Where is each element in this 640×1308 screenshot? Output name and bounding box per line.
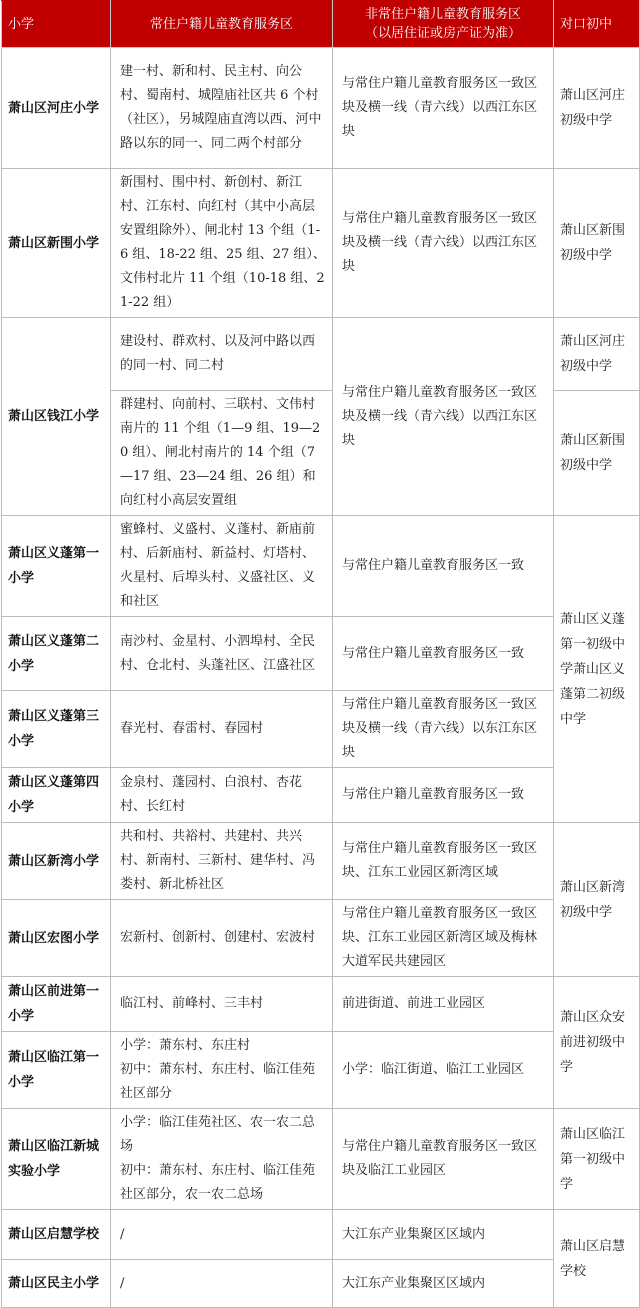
table-row [2,1210,640,1260]
nonresident-area: 与常住户籍儿童教育服务区一致区块、江东工业园区新湾区域 [333,823,554,900]
resident-area-primary: 小学：萧东村、东庄村 [120,1038,251,1053]
table-row [2,48,640,169]
table-row [2,1032,640,1109]
school-district-table [1,0,640,1308]
header-primary-school: 小学 [2,1,111,48]
resident-area-middle: 初中：萧东村、东庄村、临江佳苑社区部分，农一农二总场 [120,1163,316,1202]
nonresident-area: 与常住户籍儿童教育服务区一致 [333,768,554,823]
nonresident-area: 与常住户籍儿童教育服务区一致区块及横一线（青六线）以西江东区块 [333,318,554,516]
nonresident-area: 与常住户籍儿童教育服务区一致区块及横一线（青六线）以东江东区块 [333,691,554,768]
middle-school: 萧山区河庄初级中学 [554,48,640,169]
school-name: 萧山区临江新城实验小学 [2,1109,111,1210]
school-name: 萧山区钱江小学 [2,318,111,516]
nonresident-area: 与常住户籍儿童教育服务区一致 [333,516,554,617]
middle-school: 萧山区新围初级中学 [554,169,640,318]
resident-area: 新围村、围中村、新创村、新江村、江东村、向红村（其中小高层安置组除外）、闸北村 13 个组（1-6 组、18-22 组、25 组、27 组）、文伟村北片 11 个组（10-18 组、21-22 组） [111,169,333,318]
middle-school: 萧山区众安前进初级中学 [554,977,640,1109]
table-row [2,823,640,900]
middle-school: 萧山区河庄初级中学 [554,318,640,391]
middle-school: 萧山区新湾初级中学 [554,823,640,977]
school-name: 萧山区新湾小学 [2,823,111,900]
table-row [2,900,640,977]
school-name: 萧山区民主小学 [2,1260,111,1308]
resident-area: 共和村、共裕村、共建村、共兴村、新南村、三新村、建华村、冯娄村、新北桥社区 [111,823,333,900]
school-name: 萧山区启慧学校 [2,1210,111,1260]
nonresident-area: 大江东产业集聚区区域内 [333,1260,554,1308]
table-row [2,318,640,391]
table-row [2,617,640,691]
school-name: 萧山区临江第一小学 [2,1032,111,1109]
resident-area: / [111,1260,333,1308]
nonresident-area: 小学：临江街道、临江工业园区 [333,1032,554,1109]
school-name: 萧山区河庄小学 [2,48,111,169]
nonresident-area: 与常住户籍儿童教育服务区一致 [333,617,554,691]
table-row [2,1260,640,1308]
nonresident-area: 与常住户籍儿童教育服务区一致区块、江东工业园区新湾区域及梅林大道军民共建园区 [333,900,554,977]
resident-area: / [111,1210,333,1260]
school-name: 萧山区义蓬第四小学 [2,768,111,823]
table-row [2,768,640,823]
resident-area: 蜜蜂村、义盛村、义蓬村、新庙前村、后新庙村、新益村、灯塔村、火星村、后埠头村、义盛社区、义和社区 [111,516,333,617]
resident-area-primary: 小学：临江佳苑社区、农一农二总场 [120,1115,316,1154]
resident-area: 建一村、新和村、民主村、向公村、蜀南村、城隍庙社区共 6 个村（社区），另城隍庙直湾以西、河中路以东的同一、同二两个村部分 [111,48,333,169]
table-row [2,977,640,1032]
resident-area: 建设村、群欢村、以及河中路以西的同一村、同二村 [111,318,333,391]
school-name: 萧山区义蓬第二小学 [2,617,111,691]
resident-area: 宏新村、创新村、创建村、宏波村 [111,900,333,977]
resident-area [111,1032,333,1109]
nonresident-area: 与常住户籍儿童教育服务区一致区块及临江工业园区 [333,1109,554,1210]
table-row [2,691,640,768]
middle-school: 萧山区义蓬第一初级中学萧山区义蓬第二初级中学 [554,516,640,823]
resident-area-middle: 初中：萧东村、东庄村、临江佳苑社区部分 [120,1062,316,1101]
nonresident-area: 大江东产业集聚区区域内 [333,1210,554,1260]
header-nonresident-line1: 非常住户籍儿童教育服务区 [364,7,521,22]
school-name: 萧山区义蓬第一小学 [2,516,111,617]
resident-area: 群建村、向前村、三联村、文伟村南片的 11 个组（1—9 组、19—20 组）、闸北村南片的 14 个组（7—17 组、23—24 组、26 组）和向红村小高层安置组 [111,391,333,516]
middle-school: 萧山区临江第一初级中学 [554,1109,640,1210]
school-name: 萧山区前进第一小学 [2,977,111,1032]
school-name: 萧山区宏图小学 [2,900,111,977]
nonresident-area: 与常住户籍儿童教育服务区一致区块及横一线（青六线）以西江东区块 [333,169,554,318]
header-nonresident-area [333,1,554,48]
table-row [2,1109,640,1210]
resident-area: 临江村、前峰村、三丰村 [111,977,333,1032]
resident-area [111,1109,333,1210]
table-row [2,169,640,318]
school-name: 萧山区义蓬第三小学 [2,691,111,768]
header-nonresident-line2: （以居住证或房产证为准） [364,26,521,41]
middle-school: 萧山区新围初级中学 [554,391,640,516]
school-name: 萧山区新围小学 [2,169,111,318]
resident-area: 春光村、春雷村、春园村 [111,691,333,768]
middle-school: 萧山区启慧学校 [554,1210,640,1308]
header-middle-school: 对口初中 [554,1,640,48]
nonresident-area: 与常住户籍儿童教育服务区一致区块及横一线（青六线）以西江东区块 [333,48,554,169]
resident-area: 南沙村、金星村、小泗埠村、全民村、仓北村、头蓬社区、江盛社区 [111,617,333,691]
table-header-row [2,1,640,48]
resident-area: 金泉村、蓬园村、白浪村、杏花村、长红村 [111,768,333,823]
nonresident-area: 前进街道、前进工业园区 [333,977,554,1032]
table-row [2,516,640,617]
header-resident-area: 常住户籍儿童教育服务区 [111,1,333,48]
